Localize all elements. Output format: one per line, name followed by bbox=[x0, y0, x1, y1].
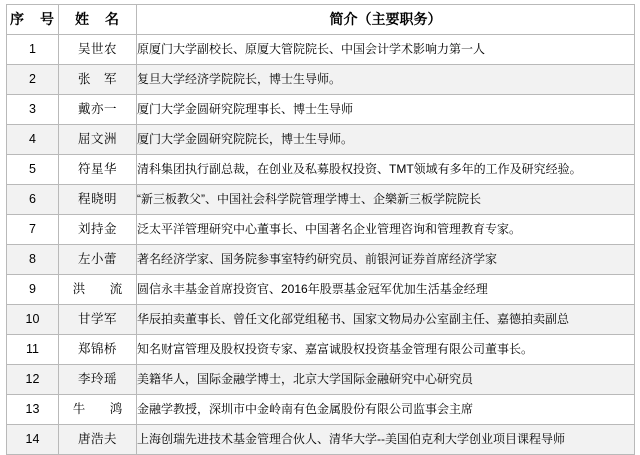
cell-description: 复旦大学经济学院院长，博士生导师。 bbox=[137, 65, 635, 95]
cell-name: 张 军 bbox=[59, 65, 137, 95]
cell-name: 屈文洲 bbox=[59, 125, 137, 155]
cell-index: 1 bbox=[7, 35, 59, 65]
column-header-index: 序 号 bbox=[7, 5, 59, 35]
cell-description: 知名财富管理及股权投资专家、嘉富诚股权投资基金管理有限公司董事长。 bbox=[137, 335, 635, 365]
cell-description: 原厦门大学副校长、原厦大管院院长、中国会计学术影响力第一人 bbox=[137, 35, 635, 65]
table-row bbox=[7, 425, 635, 455]
cell-description: 厦门大学金圆研究院理事长、博士生导师 bbox=[137, 95, 635, 125]
cell-description: 上海创瑞先进技术基金管理合伙人、清华大学--美国伯克利大学创业项目课程导师 bbox=[137, 425, 635, 455]
table-row bbox=[7, 335, 635, 365]
table-row bbox=[7, 305, 635, 335]
table-row bbox=[7, 35, 635, 65]
table-row bbox=[7, 155, 635, 185]
cell-description: 金融学教授，深圳市中金岭南有色金属股份有限公司监事会主席 bbox=[137, 395, 635, 425]
column-header-name: 姓 名 bbox=[59, 5, 137, 35]
column-header-description: 简介（主要职务） bbox=[137, 5, 635, 35]
cell-name: 郑锦桥 bbox=[59, 335, 137, 365]
table-body bbox=[7, 35, 635, 455]
cell-name: 程晓明 bbox=[59, 185, 137, 215]
cell-index: 4 bbox=[7, 125, 59, 155]
cell-description: 华辰拍卖董事长、曾任文化部党组秘书、国家文物局办公室副主任、嘉德拍卖副总 bbox=[137, 305, 635, 335]
table-header-row bbox=[7, 5, 635, 35]
table-row bbox=[7, 395, 635, 425]
cell-name: 洪 流 bbox=[59, 275, 137, 305]
cell-index: 7 bbox=[7, 215, 59, 245]
cell-index: 10 bbox=[7, 305, 59, 335]
cell-name: 李玲瑶 bbox=[59, 365, 137, 395]
cell-index: 12 bbox=[7, 365, 59, 395]
cell-index: 8 bbox=[7, 245, 59, 275]
cell-name: 唐浩夫 bbox=[59, 425, 137, 455]
cell-description: “新三板教父”、中国社会科学院管理学博士、企樂新三板学院院长 bbox=[137, 185, 635, 215]
cell-description: 著名经济学家、国务院参事室特约研究员、前银河证券首席经济学家 bbox=[137, 245, 635, 275]
table-row bbox=[7, 185, 635, 215]
cell-name: 甘学军 bbox=[59, 305, 137, 335]
cell-name: 左小蕾 bbox=[59, 245, 137, 275]
cell-index: 5 bbox=[7, 155, 59, 185]
cell-index: 9 bbox=[7, 275, 59, 305]
cell-index: 13 bbox=[7, 395, 59, 425]
cell-index: 11 bbox=[7, 335, 59, 365]
cell-name: 吴世农 bbox=[59, 35, 137, 65]
cell-index: 6 bbox=[7, 185, 59, 215]
speaker-roster-table bbox=[6, 4, 635, 455]
table-row bbox=[7, 215, 635, 245]
table-row bbox=[7, 125, 635, 155]
cell-description: 清科集团执行副总裁，在创业及私募股权投资、TMT领域有多年的工作及研究经验。 bbox=[137, 155, 635, 185]
table-row bbox=[7, 365, 635, 395]
cell-description: 圆信永丰基金首席投资官、2016年股票基金冠军优加生活基金经理 bbox=[137, 275, 635, 305]
cell-index: 2 bbox=[7, 65, 59, 95]
table-header bbox=[7, 5, 635, 35]
cell-description: 泛太平洋管理研究中心董事长、中国著名企业管理咨询和管理教育专家。 bbox=[137, 215, 635, 245]
cell-index: 14 bbox=[7, 425, 59, 455]
table-row bbox=[7, 65, 635, 95]
table-row bbox=[7, 275, 635, 305]
cell-name: 符星华 bbox=[59, 155, 137, 185]
table-row bbox=[7, 245, 635, 275]
cell-name: 刘持金 bbox=[59, 215, 137, 245]
cell-description: 厦门大学金圆研究院院长，博士生导师。 bbox=[137, 125, 635, 155]
table-row bbox=[7, 95, 635, 125]
cell-name: 戴亦一 bbox=[59, 95, 137, 125]
cell-index: 3 bbox=[7, 95, 59, 125]
cell-name: 牛 鸿 bbox=[59, 395, 137, 425]
cell-description: 美籍华人，国际金融学博士，北京大学国际金融研究中心研究员 bbox=[137, 365, 635, 395]
